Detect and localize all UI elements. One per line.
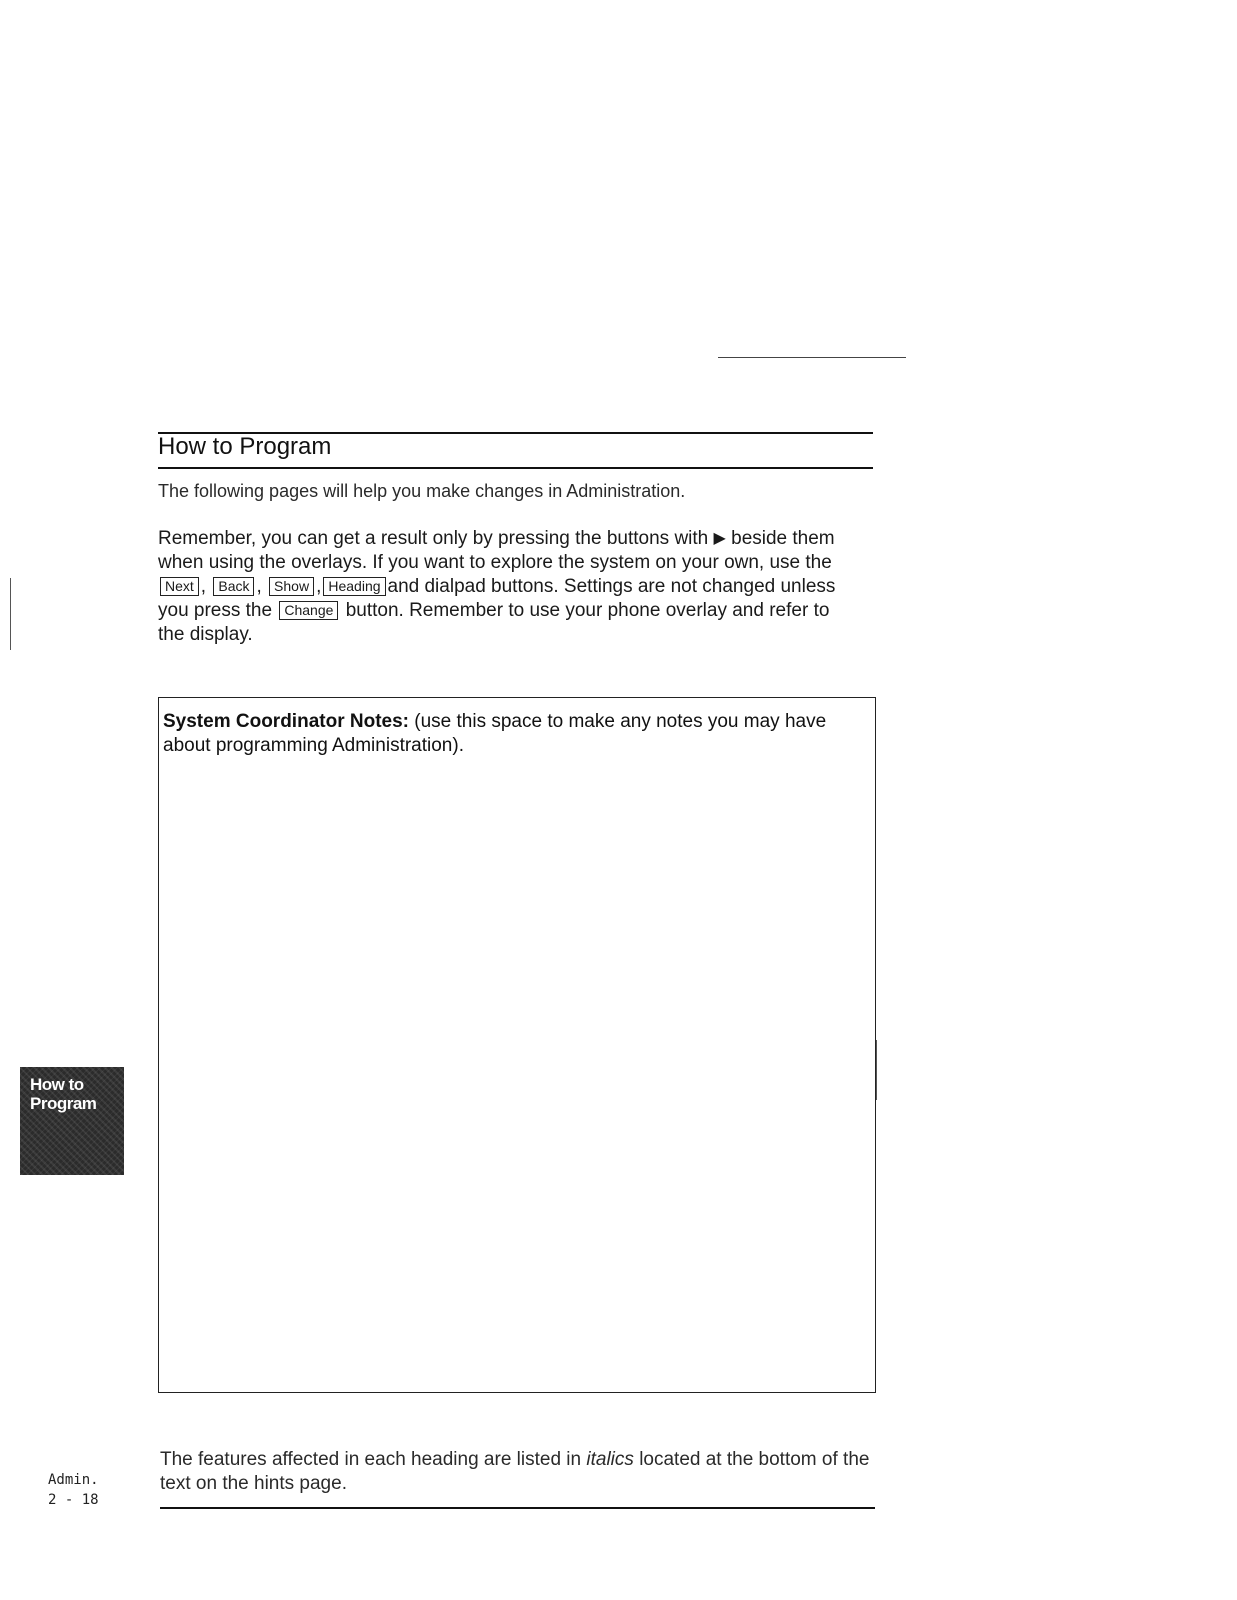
intro-text: The following pages will help you make changes in Administration. xyxy=(158,481,686,501)
heading-key-label: Heading xyxy=(323,577,385,596)
scan-mark-right xyxy=(876,1040,877,1100)
instructions-paragraph xyxy=(158,527,858,647)
footer-italic-word: italics xyxy=(586,1449,634,1470)
footer-text-2: located at the bottom of the text on the hints page. xyxy=(160,1449,870,1494)
footer-note xyxy=(160,1448,875,1496)
right-arrow-icon: ▶ xyxy=(713,530,726,547)
paragraph-text-4: button. Remember to use your phone overlay and refer to the display. xyxy=(158,600,830,645)
page-number: 2 - 18 xyxy=(48,1492,99,1508)
back-key-label: Back xyxy=(213,577,254,596)
section-tab xyxy=(20,1067,124,1175)
page-title: How to Program xyxy=(158,433,332,460)
tab-line-2: Program xyxy=(30,1094,97,1113)
paragraph-text-2: beside them when using the overlays. If you want to explore the system on your own, use the xyxy=(158,528,835,573)
tab-line-1: How to xyxy=(30,1075,84,1094)
notes-label-bold: System Coordinator Notes: xyxy=(163,711,409,732)
next-key-label: Next xyxy=(160,577,199,596)
section-tab-label xyxy=(30,1075,122,1113)
separator: , xyxy=(256,576,262,597)
coordinator-notes-box xyxy=(158,697,876,1393)
separator: , xyxy=(200,576,207,597)
paragraph-text-3: and dialpad buttons. Settings are not changed unless you press the xyxy=(158,576,836,621)
footer-rule xyxy=(160,1507,875,1509)
change-key-label: Change xyxy=(279,601,338,620)
section-label: Admin. xyxy=(48,1472,99,1488)
separator: , xyxy=(316,576,322,597)
paragraph-text-1: Remember, you can get a result only by pressing the buttons with xyxy=(158,528,709,549)
show-key-label: Show xyxy=(269,577,314,596)
notes-label xyxy=(163,710,865,758)
scan-mark-left xyxy=(10,578,11,650)
footer-text-1: The features affected in each heading are listed in xyxy=(160,1449,582,1470)
scan-mark-top xyxy=(718,357,906,358)
notes-label-rest: (use this space to make any notes you may have about programming Administration). xyxy=(163,711,827,756)
heading-bottom-rule xyxy=(158,467,873,469)
